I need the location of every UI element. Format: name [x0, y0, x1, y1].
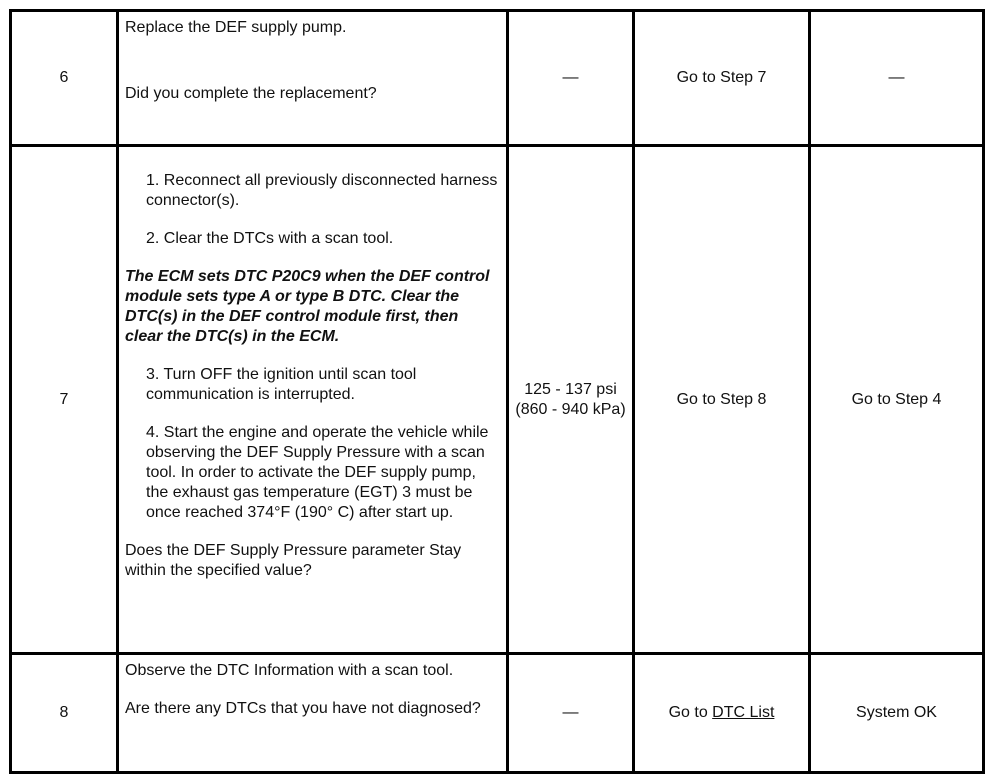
step-number: 8	[11, 654, 118, 773]
diagnostic-table	[9, 9, 985, 774]
action-cell	[118, 146, 508, 654]
no-cell: —	[810, 11, 984, 146]
substep-3: 3. Turn OFF the ignition until scan tool communication is interrupted.	[146, 366, 417, 403]
yes-prefix: Go to	[668, 704, 713, 721]
action-text: Replace the DEF supply pump.	[125, 19, 347, 36]
question-text: Does the DEF Supply Pressure parameter Stay within the specified value?	[125, 542, 462, 579]
substep-2: 2. Clear the DTCs with a scan tool.	[146, 230, 394, 247]
action-cell	[118, 11, 508, 146]
yes-cell	[634, 654, 810, 773]
question-text: Did you complete the replacement?	[125, 85, 377, 102]
table-row-step-6	[11, 11, 984, 146]
question-text: Are there any DTCs that you have not diagnosed?	[125, 700, 481, 717]
important-note: The ECM sets DTC P20C9 when the DEF control module sets type A or type B DTC. Clear the DTC(s) in the DEF control module first, then clear the DTC(s) in the ECM.	[125, 268, 490, 345]
substep-4: 4. Start the engine and operate the vehicle while observing the DEF Supply Pressure with a scan tool. In order to activate the DEF supply pump, the exhaust gas temperature (EGT) 3 must be once reached 374°F (190° C) after start up.	[146, 424, 489, 521]
dtc-list-link[interactable]: DTC List	[712, 704, 775, 721]
action-text: Observe the DTC Information with a scan tool.	[125, 662, 454, 679]
table-row-step-7	[11, 146, 984, 654]
step-number: 7	[11, 146, 118, 654]
value-cell: —	[508, 654, 634, 773]
specified-value: 125 - 137 psi (860 - 940 kPa)	[515, 380, 626, 418]
no-cell: System OK	[810, 654, 984, 773]
action-cell	[118, 654, 508, 773]
no-cell: Go to Step 4	[810, 146, 984, 654]
yes-cell: Go to Step 8	[634, 146, 810, 654]
substep-1: 1. Reconnect all previously disconnected harness connector(s).	[146, 172, 498, 209]
value-cell: —	[508, 11, 634, 146]
table-row-step-8	[11, 654, 984, 773]
step-number: 6	[11, 11, 118, 146]
value-cell	[508, 146, 634, 654]
yes-cell: Go to Step 7	[634, 11, 810, 146]
